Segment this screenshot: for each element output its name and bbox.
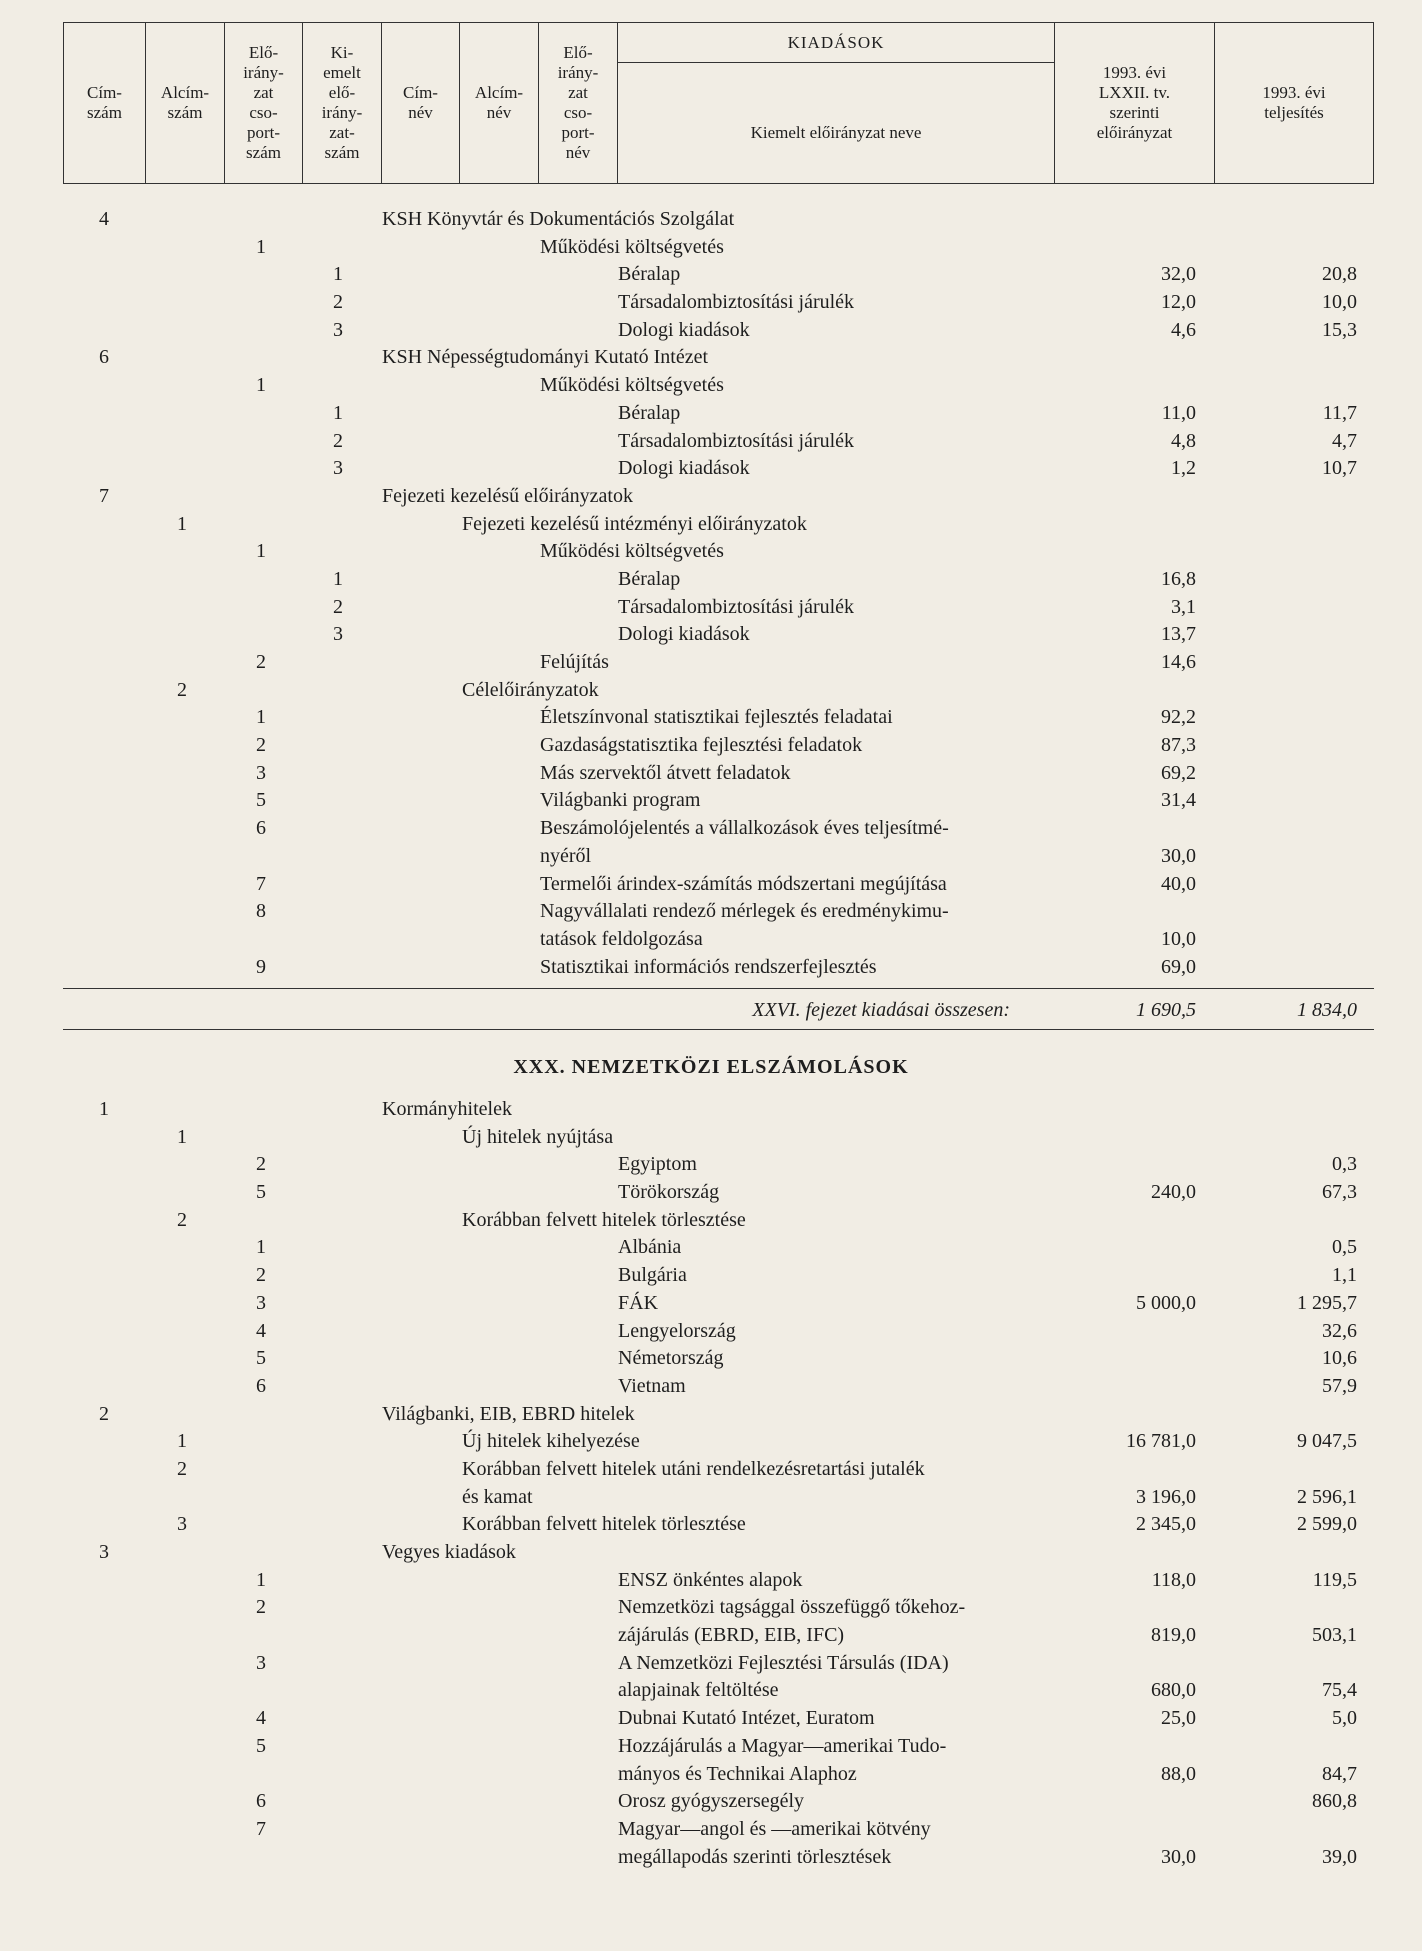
table-row: [0, 234, 1422, 262]
table-row: [0, 1151, 1422, 1179]
row-teljesites: 1,1: [1332, 1264, 1357, 1287]
row-eloiranyzat: 14,6: [1161, 651, 1196, 673]
table-row: [0, 566, 1422, 594]
row-label: Korábban felvett hitelek törlesztése: [462, 1513, 746, 1536]
row-teljesites: 5,0: [1332, 1707, 1357, 1730]
row-number: 3: [256, 1291, 266, 1314]
header-cimszam: Cím- szám: [64, 23, 146, 183]
table-row: [0, 428, 1422, 456]
row-teljesites: 39,0: [1322, 1845, 1357, 1868]
table-row: [0, 594, 1422, 622]
table-row: [0, 1124, 1422, 1152]
row-eloiranyzat: 87,3: [1161, 734, 1196, 757]
row-number: 1: [256, 235, 266, 258]
row-label: Nemzetközi tagsággal összefüggő tőkehoz-: [618, 1596, 966, 1619]
row-label: Vietnam: [618, 1374, 686, 1397]
row-number: 3: [333, 457, 343, 480]
row-teljesites: 11,7: [1322, 401, 1357, 424]
header-teljesites: 1993. évi teljesítés: [1262, 83, 1326, 122]
row-number: 1: [256, 1568, 266, 1591]
row-label: Felújítás: [540, 651, 609, 673]
row-label: Albánia: [618, 1236, 682, 1259]
table-row: [0, 1345, 1422, 1373]
row-teljesites: 2 596,1: [1297, 1485, 1357, 1508]
total-teljesites: 1 834,0: [1297, 999, 1357, 1021]
row-teljesites: 67,3: [1322, 1181, 1357, 1204]
section-title: XXX. NEMZETKÖZI ELSZÁMOLÁSOK: [513, 1056, 909, 1078]
row-teljesites: 10,7: [1322, 457, 1357, 480]
row-label: ENSZ önkéntes alapok: [618, 1568, 803, 1591]
table-row: [0, 871, 1422, 899]
row-number: 1: [333, 263, 343, 286]
table-header: [63, 22, 1374, 184]
row-eloiranyzat: 2 345,0: [1136, 1513, 1196, 1536]
row-label: Társadalombiztosítási járulék: [618, 595, 855, 618]
row-label: Gazdaságstatisztika fejlesztési feladatok: [540, 734, 863, 757]
row-eloiranyzat: 5 000,0: [1136, 1291, 1196, 1314]
table-row: [0, 1761, 1422, 1789]
row-eloiranyzat: 819,0: [1151, 1624, 1196, 1647]
row-teljesites: 119,5: [1312, 1568, 1357, 1591]
row-number: 3: [256, 1651, 266, 1674]
row-teljesites: 4,7: [1332, 429, 1357, 452]
row-label: Működési költségvetés: [540, 540, 724, 563]
header-kiadasok: KIADÁSOK: [618, 23, 1054, 63]
row-label: megállapodás szerinti törlesztések: [618, 1845, 892, 1868]
row-number: 4: [256, 1319, 266, 1342]
row-number: 1: [333, 401, 343, 424]
table-row: [0, 261, 1422, 289]
row-eloiranyzat: 1,2: [1171, 457, 1196, 480]
row-label: Működési költségvetés: [540, 235, 724, 258]
table-row: [0, 483, 1422, 511]
table-row: [0, 1567, 1422, 1595]
table-row: [0, 1428, 1422, 1456]
table-row: [0, 1262, 1422, 1290]
row-label: KSH Könyvtár és Dokumentációs Szolgálat: [382, 208, 735, 230]
table-row: [0, 815, 1422, 843]
row-eloiranyzat: 3 196,0: [1136, 1485, 1196, 1508]
row-number: 7: [99, 484, 109, 507]
row-eloiranyzat: 3,1: [1171, 595, 1196, 618]
row-number: 9: [256, 955, 266, 978]
row-number: 6: [256, 1790, 266, 1813]
row-label: Életszínvonal statisztikai fejlesztés feladatai: [540, 706, 893, 729]
table-row: [0, 1207, 1422, 1235]
row-number: 6: [99, 346, 109, 369]
row-teljesites: 10,0: [1322, 291, 1357, 314]
row-teljesites: 57,9: [1322, 1374, 1357, 1397]
row-teljesites: 0,5: [1332, 1236, 1357, 1259]
row-number: 2: [177, 1457, 187, 1480]
row-label: Orosz gyógyszersegély: [618, 1790, 805, 1813]
row-eloiranyzat: 118,0: [1151, 1568, 1196, 1591]
table-row: [0, 732, 1422, 760]
row-eloiranyzat: 11,0: [1161, 401, 1196, 424]
row-label: Nagyvállalati rendező mérlegek és eredménykimu-: [540, 900, 949, 923]
row-number: 2: [177, 678, 187, 701]
table-row: [0, 704, 1422, 732]
row-label: Béralap: [618, 401, 681, 424]
row-label: Működési költségvetés: [540, 374, 724, 397]
table-row: [0, 1456, 1422, 1484]
row-label: tatások feldolgozása: [540, 927, 703, 950]
row-label: Egyiptom: [618, 1153, 697, 1176]
total-rule-top: [63, 988, 1374, 989]
row-label: Béralap: [618, 263, 681, 286]
row-eloiranyzat: 88,0: [1161, 1762, 1196, 1785]
row-label: nyéről: [540, 844, 592, 867]
row-label: Új hitelek nyújtása: [462, 1125, 614, 1148]
row-teljesites: 15,3: [1322, 318, 1357, 341]
row-teljesites: 503,1: [1312, 1624, 1357, 1647]
table-row: [0, 1539, 1422, 1567]
row-number: 1: [177, 1125, 187, 1148]
row-teljesites: 1 295,7: [1297, 1291, 1357, 1314]
header-eloiranyzat: 1993. évi LXXII. tv. szerinti előirányzat: [1055, 23, 1215, 183]
row-number: 7: [256, 1817, 266, 1840]
row-number: 1: [99, 1098, 109, 1120]
row-eloiranyzat: 4,8: [1171, 429, 1196, 452]
row-number: 7: [256, 872, 266, 895]
row-number: 1: [256, 540, 266, 563]
row-label: Korábban felvett hitelek utáni rendelkezésretartási jutalék: [462, 1457, 925, 1480]
table-row: [0, 1594, 1422, 1622]
row-label: mányos és Technikai Alaphoz: [618, 1762, 857, 1785]
row-number: 6: [256, 817, 266, 840]
table-body-ksh: [0, 206, 1422, 981]
row-number: 5: [256, 1347, 266, 1370]
row-number: 5: [256, 789, 266, 812]
row-label: Fejezeti kezelésű előirányzatok: [382, 484, 633, 507]
row-label: és kamat: [462, 1485, 533, 1508]
row-teljesites: 2 599,0: [1297, 1513, 1357, 1536]
row-label: zájárulás (EBRD, EIB, IFC): [618, 1624, 845, 1647]
table-row: [0, 1650, 1422, 1678]
table-row: [0, 1788, 1422, 1816]
row-number: 1: [256, 1236, 266, 1259]
total-rule-bottom: [63, 1029, 1374, 1030]
table-row: [0, 511, 1422, 539]
header-kiemeltszam: Ki- emelt elő- irány- zat- szám: [303, 23, 382, 183]
row-label: Társadalombiztosítási járulék: [618, 291, 855, 314]
table-row: [0, 787, 1422, 815]
row-label: Bulgária: [618, 1264, 687, 1287]
row-teljesites: 860,8: [1312, 1790, 1357, 1813]
row-teljesites: 32,6: [1322, 1319, 1357, 1342]
row-number: 1: [256, 706, 266, 729]
row-label: Társadalombiztosítási járulék: [618, 429, 855, 452]
row-eloiranyzat: 12,0: [1161, 291, 1196, 314]
row-eloiranyzat: 13,7: [1161, 623, 1196, 646]
table-row: [0, 400, 1422, 428]
row-label: A Nemzetközi Fejlesztési Társulás (IDA): [618, 1651, 949, 1674]
row-number: 5: [256, 1734, 266, 1757]
row-label: Lengyelország: [618, 1319, 736, 1342]
row-eloiranyzat: 30,0: [1161, 1845, 1196, 1868]
row-eloiranyzat: 92,2: [1161, 706, 1196, 729]
table-row: [0, 1290, 1422, 1318]
row-label: Törökország: [618, 1181, 720, 1204]
row-teljesites: 84,7: [1322, 1762, 1357, 1785]
table-row: [0, 1401, 1422, 1429]
row-eloiranyzat: 16,8: [1161, 567, 1196, 590]
row-label: Dologi kiadások: [618, 457, 750, 480]
row-eloiranyzat: 30,0: [1161, 844, 1196, 867]
row-label: Béralap: [618, 567, 681, 590]
row-number: 3: [333, 318, 343, 341]
row-label: Dologi kiadások: [618, 318, 750, 341]
row-number: 1: [333, 567, 343, 590]
table-row: [0, 649, 1422, 677]
row-number: 6: [256, 1374, 266, 1397]
table-row: [0, 1511, 1422, 1539]
table-row: [0, 843, 1422, 871]
row-eloiranyzat: 31,4: [1161, 789, 1196, 812]
table-row: [0, 621, 1422, 649]
row-label: KSH Népességtudományi Kutató Intézet: [382, 346, 709, 369]
table-row: [0, 898, 1422, 926]
header-alcimnev: Alcím- név: [460, 23, 539, 183]
table-row: [0, 1096, 1422, 1124]
row-number: 3: [333, 623, 343, 646]
header-kiadasok-group: [618, 23, 1055, 183]
row-label: Fejezeti kezelésű intézményi előirányzatok: [462, 512, 807, 535]
row-number: 2: [177, 1208, 187, 1231]
table-row: [0, 1179, 1422, 1207]
table-row: [0, 1705, 1422, 1733]
row-number: 2: [256, 734, 266, 757]
row-label: Vegyes kiadások: [382, 1541, 516, 1563]
row-number: 2: [256, 1264, 266, 1287]
row-number: 3: [177, 1513, 187, 1536]
table-row: [0, 344, 1422, 372]
table-row: [0, 1318, 1422, 1346]
row-eloiranyzat: 32,0: [1161, 263, 1196, 286]
table-row: [0, 1677, 1422, 1705]
row-eloiranyzat: 25,0: [1161, 1707, 1196, 1730]
header-cimnev: Cím- név: [382, 23, 460, 183]
row-number: 4: [256, 1707, 266, 1730]
row-number: 5: [256, 1181, 266, 1204]
row-label: Beszámolójelentés a vállalkozások éves teljesítmé-: [540, 817, 949, 840]
row-number: 3: [256, 761, 266, 784]
row-label: Korábban felvett hitelek törlesztése: [462, 1208, 746, 1231]
header-kiemelt-nev: Kiemelt előirányzat neve: [750, 123, 922, 142]
table-row: [0, 206, 1422, 234]
row-number: 3: [99, 1541, 109, 1563]
table-row: [0, 1622, 1422, 1650]
row-label: Kormányhitelek: [382, 1098, 512, 1120]
table-row: [0, 372, 1422, 400]
row-label: Világbanki, EIB, EBRD hitelek: [382, 1402, 635, 1425]
table-body-nemzetkozi: [0, 1096, 1422, 1871]
table-row: [0, 926, 1422, 954]
row-label: Világbanki program: [540, 789, 701, 812]
table-row: [0, 1484, 1422, 1512]
table-row: [0, 289, 1422, 317]
row-eloiranyzat: 240,0: [1151, 1181, 1196, 1204]
total-label: XXVI. fejezet kiadásai összesen:: [752, 999, 1010, 1021]
row-teljesites: 0,3: [1332, 1153, 1357, 1176]
row-label: Magyar—angol és —amerikai kötvény: [618, 1817, 931, 1840]
table-row: [0, 1844, 1422, 1872]
total-row: [0, 997, 1422, 1025]
row-label: Dubnai Kutató Intézet, Euratom: [618, 1707, 875, 1730]
row-label: Hozzájárulás a Magyar—amerikai Tudo-: [618, 1734, 947, 1757]
row-eloiranyzat: 69,2: [1161, 761, 1196, 784]
header-csoportszam: Elő- irány- zat cso- port- szám: [225, 23, 303, 183]
row-number: 4: [99, 208, 109, 230]
row-eloiranyzat: 69,0: [1161, 955, 1196, 978]
table-row: [0, 677, 1422, 705]
table-row: [0, 455, 1422, 483]
row-label: alapjainak feltöltése: [618, 1679, 779, 1702]
row-label: Dologi kiadások: [618, 623, 750, 646]
row-teljesites: 9 047,5: [1297, 1430, 1357, 1453]
row-number: 2: [256, 1153, 266, 1176]
row-number: 1: [177, 1430, 187, 1453]
row-eloiranyzat: 680,0: [1151, 1679, 1196, 1702]
row-number: 2: [333, 291, 343, 314]
row-teljesites: 10,6: [1322, 1347, 1357, 1370]
row-eloiranyzat: 4,6: [1171, 318, 1196, 341]
row-eloiranyzat: 40,0: [1161, 872, 1196, 895]
table-row: [0, 317, 1422, 345]
header-alcimszam: Alcím- szám: [146, 23, 225, 183]
row-label: Statisztikai információs rendszerfejlesztés: [540, 955, 877, 978]
row-label: Más szervektől átvett feladatok: [540, 761, 791, 784]
row-label: Németország: [618, 1347, 724, 1370]
row-number: 2: [99, 1402, 109, 1425]
row-number: 2: [256, 651, 266, 673]
total-eloiranyzat: 1 690,5: [1136, 999, 1196, 1021]
table-row: [0, 1733, 1422, 1761]
row-label: Célelőirányzatok: [462, 678, 599, 701]
row-number: 1: [256, 374, 266, 397]
row-number: 8: [256, 900, 266, 923]
table-row: [0, 954, 1422, 982]
row-label: Új hitelek kihelyezése: [462, 1430, 640, 1453]
row-teljesites: 20,8: [1322, 263, 1357, 286]
row-teljesites: 75,4: [1322, 1679, 1357, 1702]
row-eloiranyzat: 16 781,0: [1126, 1430, 1196, 1453]
table-row: [0, 1373, 1422, 1401]
row-label: Termelői árindex-számítás módszertani megújítása: [540, 872, 947, 895]
table-row: [0, 760, 1422, 788]
table-row: [0, 1234, 1422, 1262]
row-number: 2: [333, 595, 343, 618]
table-row: [0, 1816, 1422, 1844]
row-eloiranyzat: 10,0: [1161, 927, 1196, 950]
row-number: 1: [177, 512, 187, 535]
row-number: 2: [256, 1596, 266, 1619]
row-label: FÁK: [618, 1291, 659, 1314]
header-csoportnev: Elő- irány- zat cso- port- név: [539, 23, 618, 183]
row-number: 2: [333, 429, 343, 452]
table-row: [0, 538, 1422, 566]
